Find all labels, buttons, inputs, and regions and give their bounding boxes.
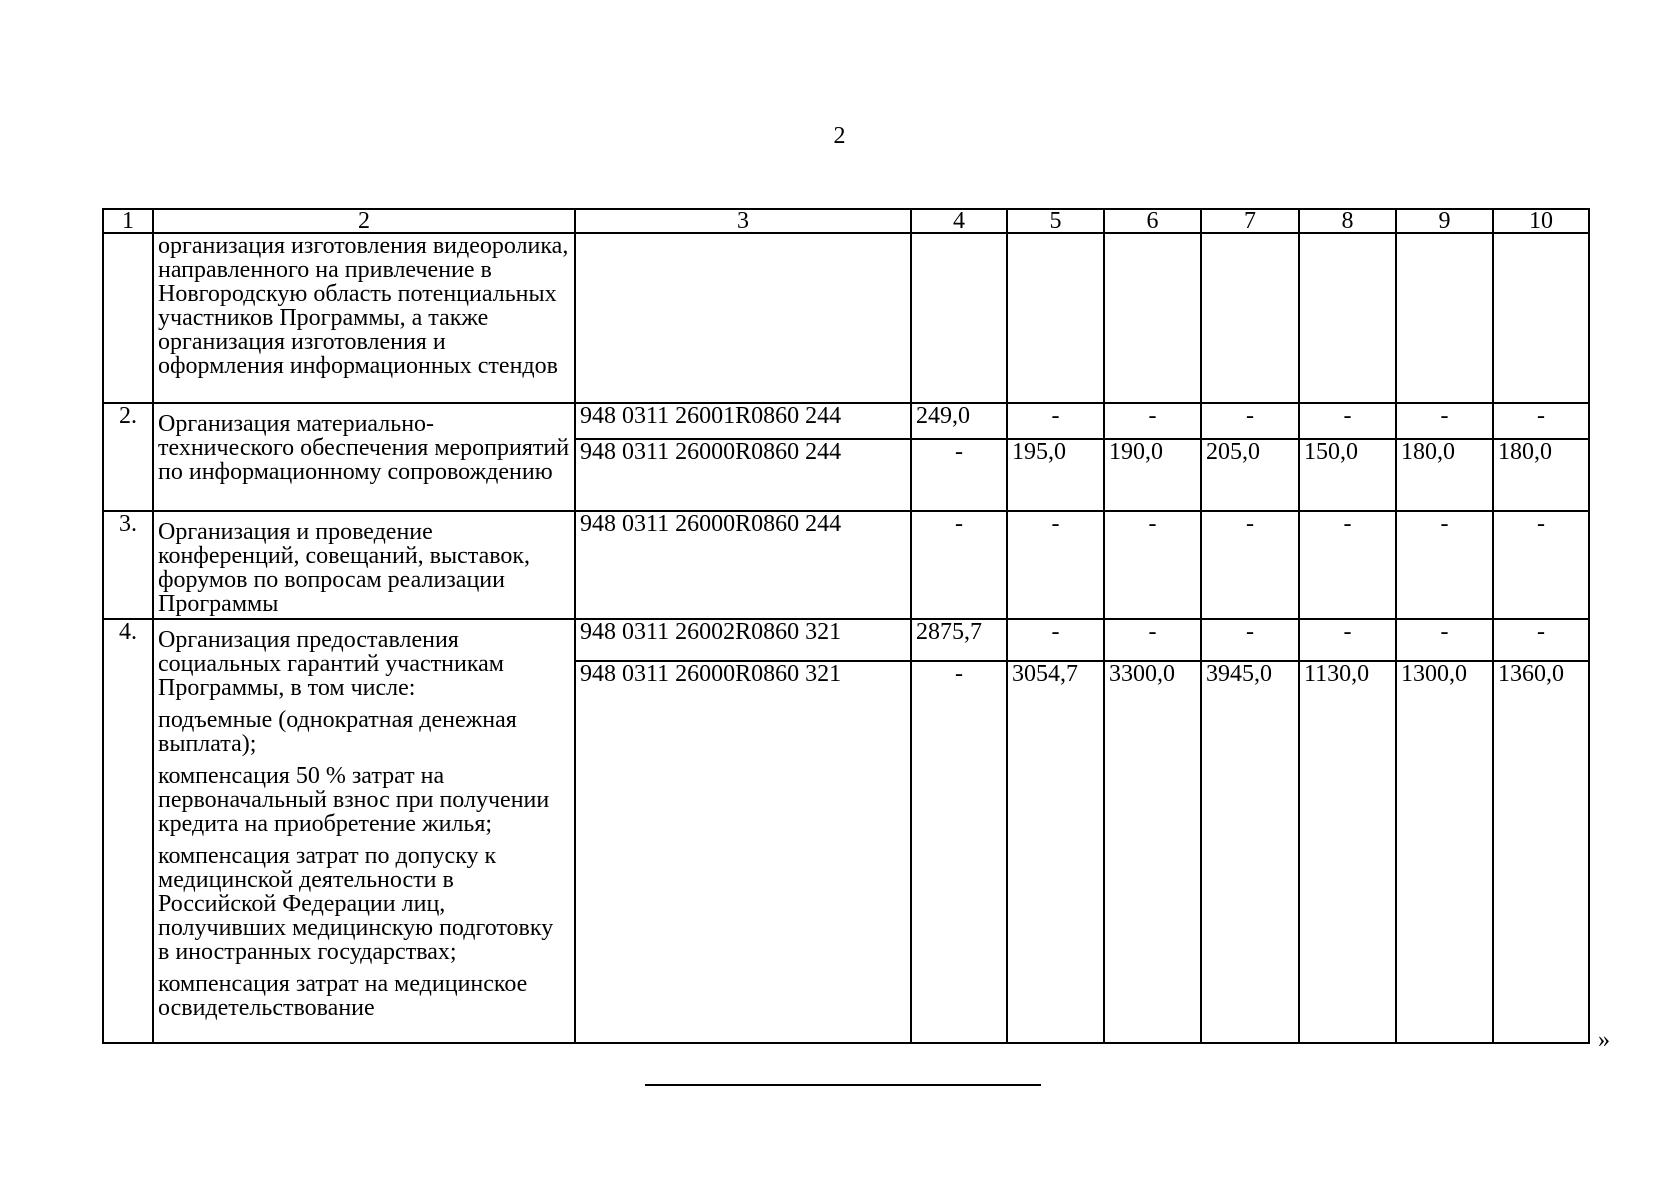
- amount-value: -: [1201, 403, 1299, 439]
- activity-description: Организация и проведение конференций, совещаний, выставок, форумов по вопросам реализации Программы: [153, 511, 575, 619]
- amount-value: -: [1396, 403, 1493, 439]
- row-number-cell: [103, 233, 153, 403]
- amount-value: -: [911, 511, 1007, 619]
- amount-value: -: [1104, 511, 1201, 619]
- amount-value: 190,0: [1104, 439, 1201, 511]
- description-paragraph: подъемные (однократная денежная выплата);: [158, 707, 517, 757]
- column-number: 8: [1299, 209, 1396, 233]
- amount-value: 249,0: [911, 403, 1007, 439]
- description-paragraph: компенсация затрат по допуску к медицинской деятельности в Российской Федерации лиц, получивших медицинскую подготовку в иностранных государствах;: [158, 843, 554, 965]
- amount-value: -: [1299, 511, 1396, 619]
- amount-value: -: [1493, 511, 1589, 619]
- amount-value: -: [1299, 403, 1396, 439]
- column-number: 2: [153, 209, 575, 233]
- amount-value: -: [1396, 619, 1493, 661]
- row-number: 3.: [103, 511, 153, 619]
- description-paragraph: Организация предоставления социальных гарантий участникам Программы, в том числе:: [158, 627, 504, 701]
- program-activities-table: [102, 208, 1590, 1044]
- description-paragraph: компенсация затрат на медицинское освидетельствование: [158, 971, 528, 1021]
- amount-value: 3945,0: [1201, 661, 1299, 1043]
- amount-value: 180,0: [1493, 439, 1589, 511]
- column-number: 3: [575, 209, 911, 233]
- table-row: [103, 233, 1589, 403]
- amount-value: -: [1201, 619, 1299, 661]
- value-cell: [1201, 233, 1299, 403]
- page-number: 2: [833, 123, 846, 149]
- budget-code: 948 0311 26000R0860 321: [575, 661, 911, 1043]
- value-cell: [1396, 233, 1493, 403]
- amount-value: -: [1007, 511, 1104, 619]
- activity-description: организация изготовления видеоролика, направленного на привлечение в Новгородскую область потенциальных участников Программы, а также организация изготовления и оформления информационных стендов: [153, 233, 575, 403]
- budget-code: 948 0311 26000R0860 244: [575, 439, 911, 511]
- amount-value: -: [1396, 511, 1493, 619]
- amount-value: -: [1007, 403, 1104, 439]
- closing-quote: »: [1598, 1027, 1610, 1053]
- activity-description: Организация материально-технического обеспечения мероприятий по информационному сопровождению: [153, 403, 575, 511]
- amount-value: 195,0: [1007, 439, 1104, 511]
- column-number: 1: [103, 209, 153, 233]
- end-rule-divider: [645, 1084, 1041, 1086]
- table-row: [103, 511, 1589, 619]
- value-cell: [911, 233, 1007, 403]
- column-number-row: [103, 209, 1589, 233]
- table-row: [103, 403, 1589, 439]
- amount-value: -: [1201, 511, 1299, 619]
- value-cell: [1299, 233, 1396, 403]
- amount-value: 180,0: [1396, 439, 1493, 511]
- value-cell: [1007, 233, 1104, 403]
- column-number: 5: [1007, 209, 1104, 233]
- amount-value: -: [911, 661, 1007, 1043]
- budget-code: 948 0311 26002R0860 321: [575, 619, 911, 661]
- description-paragraph: компенсация 50 % затрат на первоначальный взнос при получении кредита на приобретение жилья;: [158, 763, 550, 837]
- amount-value: 3300,0: [1104, 661, 1201, 1043]
- amount-value: 2875,7: [911, 619, 1007, 661]
- value-cell: [1493, 233, 1589, 403]
- amount-value: -: [1104, 619, 1201, 661]
- amount-value: -: [1007, 619, 1104, 661]
- amount-value: -: [1493, 619, 1589, 661]
- column-number: 9: [1396, 209, 1493, 233]
- column-number: 10: [1493, 209, 1589, 233]
- amount-value: 205,0: [1201, 439, 1299, 511]
- column-number: 6: [1104, 209, 1201, 233]
- activity-description: [153, 619, 575, 1043]
- table-row: [103, 619, 1589, 661]
- budget-code: 948 0311 26000R0860 244: [575, 511, 911, 619]
- budget-code-cell: [575, 233, 911, 403]
- row-number: 2.: [103, 403, 153, 511]
- amount-value: -: [1104, 403, 1201, 439]
- amount-value: 1360,0: [1493, 661, 1589, 1043]
- row-number: 4.: [103, 619, 153, 1043]
- value-cell: [1104, 233, 1201, 403]
- amount-value: 1300,0: [1396, 661, 1493, 1043]
- amount-value: -: [1493, 403, 1589, 439]
- amount-value: -: [1299, 619, 1396, 661]
- amount-value: 150,0: [1299, 439, 1396, 511]
- amount-value: 3054,7: [1007, 661, 1104, 1043]
- column-number: 7: [1201, 209, 1299, 233]
- amount-value: 1130,0: [1299, 661, 1396, 1043]
- column-number: 4: [911, 209, 1007, 233]
- amount-value: -: [911, 439, 1007, 511]
- budget-code: 948 0311 26001R0860 244: [575, 403, 911, 439]
